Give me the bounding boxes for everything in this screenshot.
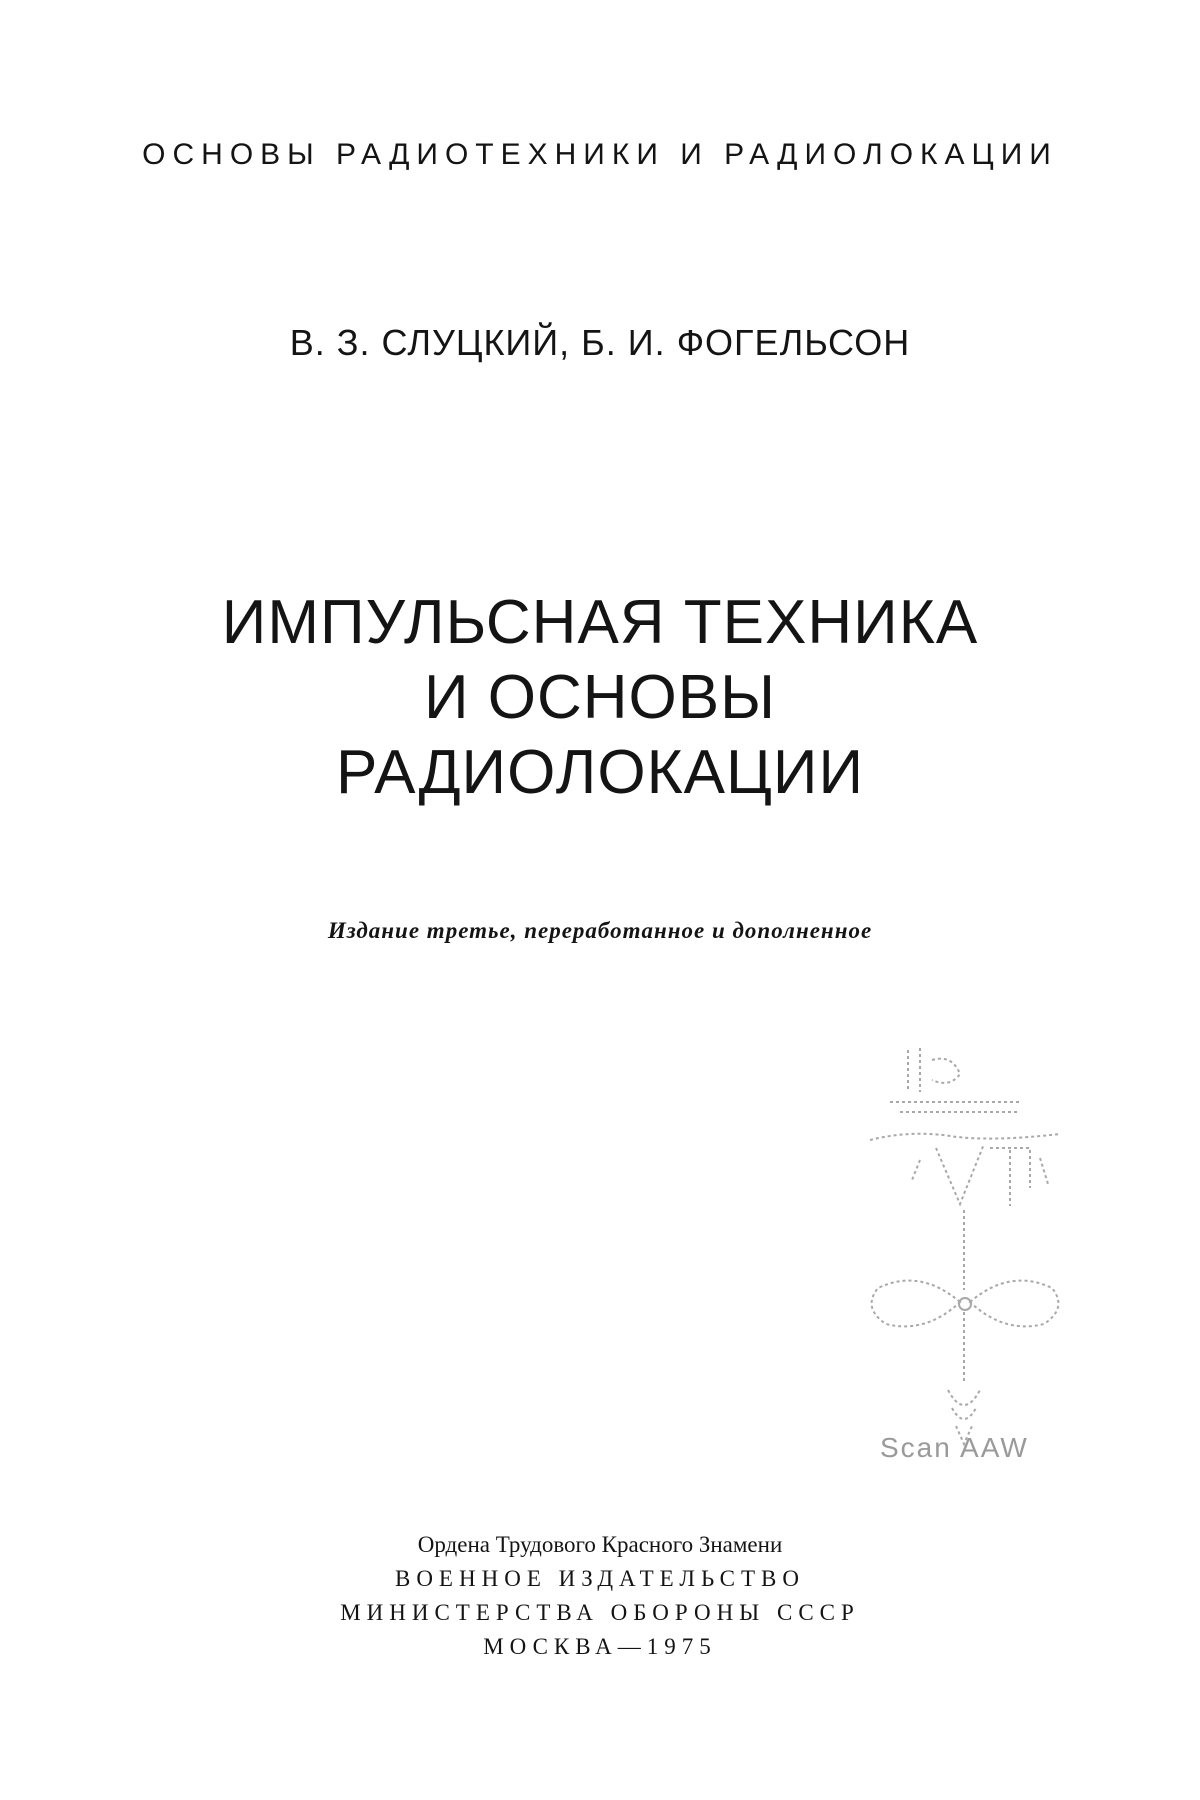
publisher-order: Ордена Трудового Красного Знамени bbox=[417, 1532, 783, 1557]
book-title bbox=[0, 585, 1200, 810]
publisher-name-line-1: ВОЕННОЕ ИЗДАТЕЛЬСТВО bbox=[394, 1566, 805, 1591]
edition-note: Издание третье, переработанное и дополненное bbox=[327, 918, 873, 943]
authors: В. З. СЛУЦКИЙ, Б. И. ФОГЕЛЬСОН bbox=[289, 322, 911, 363]
scanner-stamp-icon bbox=[860, 1040, 1080, 1470]
book-title-line-2: И ОСНОВЫ bbox=[423, 663, 777, 732]
publisher-name-line-2: МИНИСТЕРСТВА ОБОРОНЫ СССР bbox=[340, 1600, 860, 1625]
book-title-line-3: РАДИОЛОКАЦИИ bbox=[335, 738, 865, 807]
publisher-block bbox=[0, 1528, 1200, 1664]
series-title: ОСНОВЫ РАДИОТЕХНИКИ И РАДИОЛОКАЦИИ bbox=[142, 138, 1058, 171]
publisher-city-year: МОСКВА—1975 bbox=[483, 1634, 717, 1659]
stamp-caption: Scan AAW bbox=[880, 1432, 1029, 1463]
book-title-line-1: ИМПУЛЬСНАЯ ТЕХНИКА bbox=[221, 588, 979, 657]
